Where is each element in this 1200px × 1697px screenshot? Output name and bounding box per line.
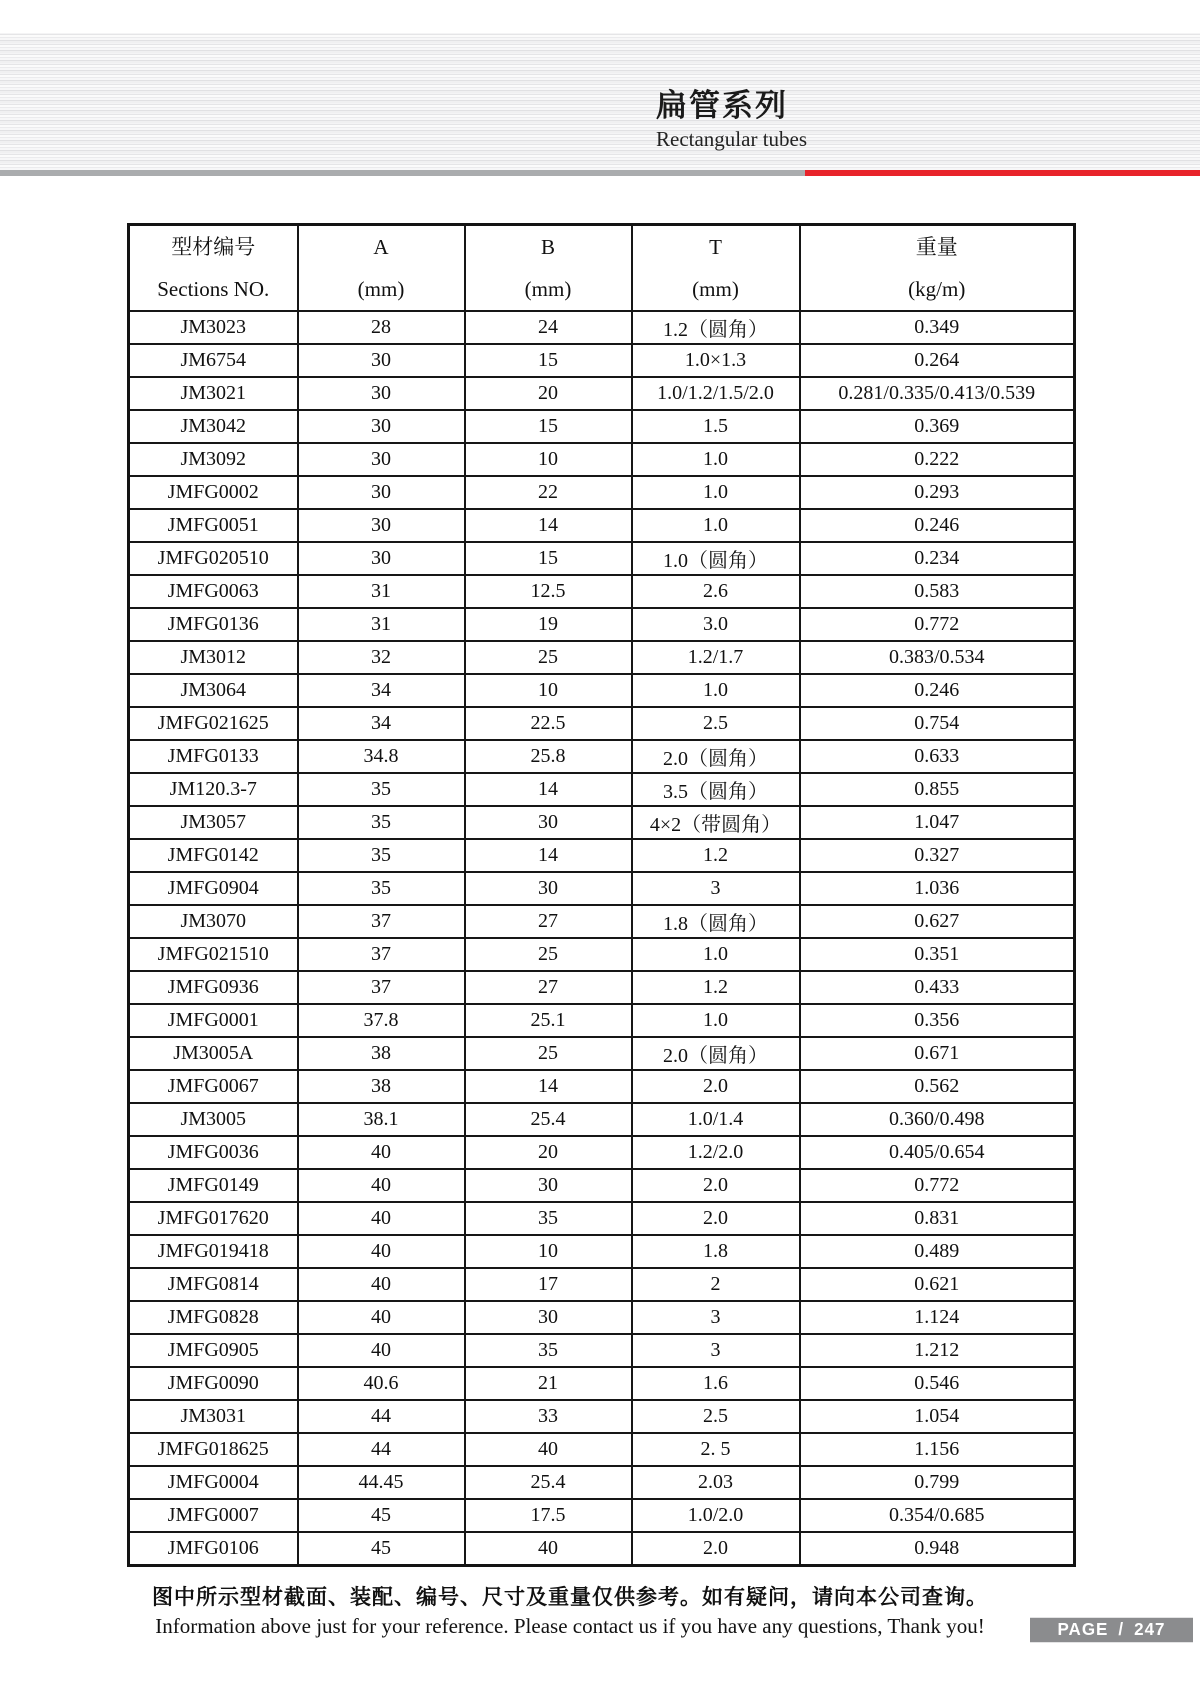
table-cell: 1.8 [632,1235,800,1268]
table-row [129,707,1075,740]
table-cell: 38 [298,1070,465,1103]
table-cell: 0.356 [800,1004,1075,1037]
table-row [129,839,1075,872]
table-cell: 10 [465,1235,632,1268]
accent-bar-red [805,170,1200,176]
table-cell: 4×2（带圆角） [632,806,800,839]
table-cell: 1.054 [800,1400,1075,1433]
table-cell: 35 [298,839,465,872]
table-cell: 30 [465,806,632,839]
table-cell: 30 [298,542,465,575]
table-cell: 20 [465,1136,632,1169]
table-cell: 2.03 [632,1466,800,1499]
table-cell: 1.0（圆角） [632,542,800,575]
table-cell: 35 [465,1334,632,1367]
table-cell: JMFG0004 [129,1466,298,1499]
table-cell: 40 [298,1235,465,1268]
table-row [129,1499,1075,1532]
table-row [129,1367,1075,1400]
table-cell: JM3092 [129,443,298,476]
table-cell: 40 [298,1301,465,1334]
table-cell: 0.354/0.685 [800,1499,1075,1532]
table-cell: 10 [465,443,632,476]
table-cell: 0.293 [800,476,1075,509]
table-cell: 0.327 [800,839,1075,872]
table-cell: 30 [298,410,465,443]
table-cell: JM3012 [129,641,298,674]
header-sections-en: Sections NO. [157,277,270,301]
table-cell: 1.2 [632,839,800,872]
table-cell: 0.351 [800,938,1075,971]
footer-note-en: Information above just for your reference. Please contact us if you have any questions, Thank you! [155,1614,985,1638]
table-cell: JMFG0063 [129,575,298,608]
table-cell: 17.5 [465,1499,632,1532]
table-cell: 45 [298,1499,465,1532]
table-cell: 27 [465,971,632,1004]
table-row [129,1070,1075,1103]
table-cell: JM6754 [129,344,298,377]
table-cell: 2 [632,1268,800,1301]
table-cell: 40 [465,1532,632,1566]
table-cell: JMFG0936 [129,971,298,1004]
table-cell: 2.5 [632,707,800,740]
page-title: 扁管系列 [656,88,788,123]
table-cell: 3.0 [632,608,800,641]
table-cell: 45 [298,1532,465,1566]
table-cell: 1.0 [632,938,800,971]
table-row [129,575,1075,608]
table-cell: 20 [465,377,632,410]
table-row [129,1532,1075,1566]
table-cell: 2.0 [632,1070,800,1103]
header-stripe-band [0,33,1200,170]
table-cell: 0.383/0.534 [800,641,1075,674]
table-cell: 0.772 [800,1169,1075,1202]
table-cell: 1.2/2.0 [632,1136,800,1169]
table-row [129,1169,1075,1202]
table-cell: 44.45 [298,1466,465,1499]
table-cell: 30 [465,1301,632,1334]
table-cell: 1.0/2.0 [632,1499,800,1532]
table-cell: 22 [465,476,632,509]
table-cell: 35 [298,806,465,839]
table-row [129,1433,1075,1466]
table-cell: JM3070 [129,905,298,938]
header-cell-a [298,225,465,312]
table-row [129,905,1075,938]
table-cell: 0.349 [800,311,1075,344]
table-cell: 1.0 [632,1004,800,1037]
footer-note-cn: 图中所示型材截面、装配、编号、尺寸及重量仅供参考。如有疑问，请向本公司查询。 [152,1585,988,1609]
table-cell: 2.0（圆角） [632,740,800,773]
table-cell: 0.222 [800,443,1075,476]
table-row [129,641,1075,674]
table-row [129,971,1075,1004]
table-row [129,608,1075,641]
table-cell: 0.546 [800,1367,1075,1400]
table-cell: 2. 5 [632,1433,800,1466]
table-cell: JM120.3-7 [129,773,298,806]
table-cell: 44 [298,1433,465,1466]
table-cell: 10 [465,674,632,707]
table-cell: JMFG017620 [129,1202,298,1235]
header-cell-b [465,225,632,312]
table-row [129,1004,1075,1037]
table-cell: JMFG0106 [129,1532,298,1566]
header-a-label: A [373,235,389,259]
table-cell: JMFG0814 [129,1268,298,1301]
table-cell: 40.6 [298,1367,465,1400]
table-cell: 33 [465,1400,632,1433]
table-cell: 1.047 [800,806,1075,839]
table-cell: 0.234 [800,542,1075,575]
table-cell: 35 [465,1202,632,1235]
accent-bar-gray [0,170,805,176]
table-cell: 0.489 [800,1235,1075,1268]
table-row [129,311,1075,344]
page-badge [1030,1618,1193,1642]
table-cell: 0.405/0.654 [800,1136,1075,1169]
header-cell-t [632,225,800,312]
table-cell: 40 [298,1268,465,1301]
table-cell: 37.8 [298,1004,465,1037]
header-weight-unit: (kg/m) [908,277,966,301]
table-cell: 25 [465,1037,632,1070]
table-row [129,740,1075,773]
table-row [129,1466,1075,1499]
table-cell: 40 [298,1169,465,1202]
table-cell: JMFG021625 [129,707,298,740]
table-cell: JMFG0001 [129,1004,298,1037]
table-row [129,1400,1075,1433]
table-cell: 3 [632,1334,800,1367]
table-header-row [129,225,1075,312]
table-cell: 32 [298,641,465,674]
table-cell: 37 [298,971,465,1004]
table-cell: 1.5 [632,410,800,443]
table-row [129,1301,1075,1334]
header-t-label: T [709,235,722,259]
table-cell: JMFG0149 [129,1169,298,1202]
table-cell: 30 [465,1169,632,1202]
table-row [129,773,1075,806]
table-cell: 44 [298,1400,465,1433]
accent-bar [0,170,1200,176]
table-cell: 15 [465,344,632,377]
table-cell: 28 [298,311,465,344]
table-cell: 0.369 [800,410,1075,443]
table-cell: JM3031 [129,1400,298,1433]
footer-notes [120,1583,1020,1641]
table-row [129,509,1075,542]
table-cell: 21 [465,1367,632,1400]
table-cell: 30 [298,509,465,542]
table-cell: 0.855 [800,773,1075,806]
table-cell: 2.0 [632,1202,800,1235]
table-cell: 14 [465,509,632,542]
table-cell: 0.562 [800,1070,1075,1103]
table-cell: 14 [465,839,632,872]
table-row [129,410,1075,443]
table-cell: 38.1 [298,1103,465,1136]
table-cell: 0.246 [800,674,1075,707]
table-cell: JMFG0904 [129,872,298,905]
table-cell: 25 [465,641,632,674]
sections-table [127,223,1076,1567]
table-cell: 1.0 [632,674,800,707]
table-cell: 14 [465,773,632,806]
table-cell: 17 [465,1268,632,1301]
table-cell: 1.2（圆角） [632,311,800,344]
table-row [129,872,1075,905]
table-cell: 1.0/1.2/1.5/2.0 [632,377,800,410]
table-cell: 1.036 [800,872,1075,905]
table-cell: 1.2/1.7 [632,641,800,674]
table-cell: 30 [298,377,465,410]
table-row [129,542,1075,575]
table-cell: JM3064 [129,674,298,707]
header-t-unit: (mm) [692,277,739,301]
table-cell: 37 [298,905,465,938]
table-cell: 0.621 [800,1268,1075,1301]
table-row [129,1202,1075,1235]
table-cell: 30 [298,344,465,377]
table-cell: 0.281/0.335/0.413/0.539 [800,377,1075,410]
table-cell: 31 [298,608,465,641]
table-cell: 0.831 [800,1202,1075,1235]
table-cell: JM3057 [129,806,298,839]
table-cell: 1.0×1.3 [632,344,800,377]
table-cell: 40 [298,1136,465,1169]
table-cell: 0.754 [800,707,1075,740]
table-cell: 1.0 [632,509,800,542]
table-row [129,344,1075,377]
table-row [129,1037,1075,1070]
header-b-label: B [540,235,555,259]
header-cell-sections [129,225,298,312]
table-cell: 25.8 [465,740,632,773]
header-weight-cn: 重量 [915,235,958,259]
table-cell: JMFG0067 [129,1070,298,1103]
table-cell: 35 [298,773,465,806]
page-header [656,88,807,152]
table-cell: JMFG0905 [129,1334,298,1367]
table-row [129,806,1075,839]
table-cell: 2.0（圆角） [632,1037,800,1070]
table-cell: 1.0/1.4 [632,1103,800,1136]
table-cell: JM3042 [129,410,298,443]
table-cell: 2.5 [632,1400,800,1433]
table-cell: 2.6 [632,575,800,608]
table-cell: 0.627 [800,905,1075,938]
table-cell: 25.1 [465,1004,632,1037]
table-cell: JMFG018625 [129,1433,298,1466]
table-cell: JMFG0007 [129,1499,298,1532]
table-body [129,311,1075,1566]
table-cell: 0.264 [800,344,1075,377]
table-cell: 1.124 [800,1301,1075,1334]
table-cell: JMFG0002 [129,476,298,509]
page-badge-label: PAGE [1057,1619,1109,1640]
table-row [129,938,1075,971]
table-cell: 2.0 [632,1532,800,1566]
table-row [129,1334,1075,1367]
table-cell: JMFG0051 [129,509,298,542]
table-cell: JMFG0133 [129,740,298,773]
table-cell: 0.948 [800,1532,1075,1566]
table-cell: JM3005A [129,1037,298,1070]
table-cell: 2.0 [632,1169,800,1202]
table-cell: 3.5（圆角） [632,773,800,806]
table-cell: JM3005 [129,1103,298,1136]
table-cell: 12.5 [465,575,632,608]
table-row [129,674,1075,707]
table-cell: 30 [465,872,632,905]
table-cell: 3 [632,1301,800,1334]
table-row [129,1136,1075,1169]
table-cell: 34 [298,707,465,740]
table-cell: 25.4 [465,1466,632,1499]
table-cell: 19 [465,608,632,641]
table-row [129,443,1075,476]
table-cell: 22.5 [465,707,632,740]
table-cell: 38 [298,1037,465,1070]
table-cell: JMFG019418 [129,1235,298,1268]
table-cell: JMFG0090 [129,1367,298,1400]
table-cell: 31 [298,575,465,608]
table-cell: 1.212 [800,1334,1075,1367]
table-cell: JMFG021510 [129,938,298,971]
table-cell: 15 [465,542,632,575]
table-cell: 0.583 [800,575,1075,608]
table-cell: 0.246 [800,509,1075,542]
table-cell: 0.799 [800,1466,1075,1499]
table-cell: 40 [465,1433,632,1466]
table-row [129,1103,1075,1136]
table-cell: 34.8 [298,740,465,773]
table-cell: JMFG0136 [129,608,298,641]
table-cell: 15 [465,410,632,443]
table-cell: 24 [465,311,632,344]
table-cell: JMFG0036 [129,1136,298,1169]
page-number: 247 [1134,1619,1166,1640]
header-cell-weight [800,225,1075,312]
table-cell: 37 [298,938,465,971]
table-cell: 40 [298,1202,465,1235]
table-cell: 25.4 [465,1103,632,1136]
table-cell: 1.0 [632,443,800,476]
page-badge-separator: / [1118,1619,1125,1640]
table-cell: 1.8（圆角） [632,905,800,938]
header-sections-cn: 型材编号 [171,235,256,259]
table-cell: 1.2 [632,971,800,1004]
table-cell: 30 [298,476,465,509]
table-cell: 30 [298,443,465,476]
table-cell: 25 [465,938,632,971]
table-cell: JMFG0828 [129,1301,298,1334]
table-cell: 1.156 [800,1433,1075,1466]
table-cell: 14 [465,1070,632,1103]
table-cell: JMFG020510 [129,542,298,575]
header-a-unit: (mm) [357,277,405,301]
table-cell: JM3023 [129,311,298,344]
table-row [129,476,1075,509]
table-cell: 35 [298,872,465,905]
table-row [129,1268,1075,1301]
table-cell: 40 [298,1334,465,1367]
table-cell: JMFG0142 [129,839,298,872]
table-cell: 0.671 [800,1037,1075,1070]
table-cell: JM3021 [129,377,298,410]
table-cell: 34 [298,674,465,707]
header-b-unit: (mm) [524,277,572,301]
page-subtitle: Rectangular tubes [656,127,808,151]
table-row [129,377,1075,410]
table-cell: 1.0 [632,476,800,509]
table-cell: 0.772 [800,608,1075,641]
table-cell: 0.360/0.498 [800,1103,1075,1136]
table-cell: 0.633 [800,740,1075,773]
table-cell: 1.6 [632,1367,800,1400]
table-row [129,1235,1075,1268]
table-cell: 27 [465,905,632,938]
table-cell: 0.433 [800,971,1075,1004]
table-cell: 3 [632,872,800,905]
